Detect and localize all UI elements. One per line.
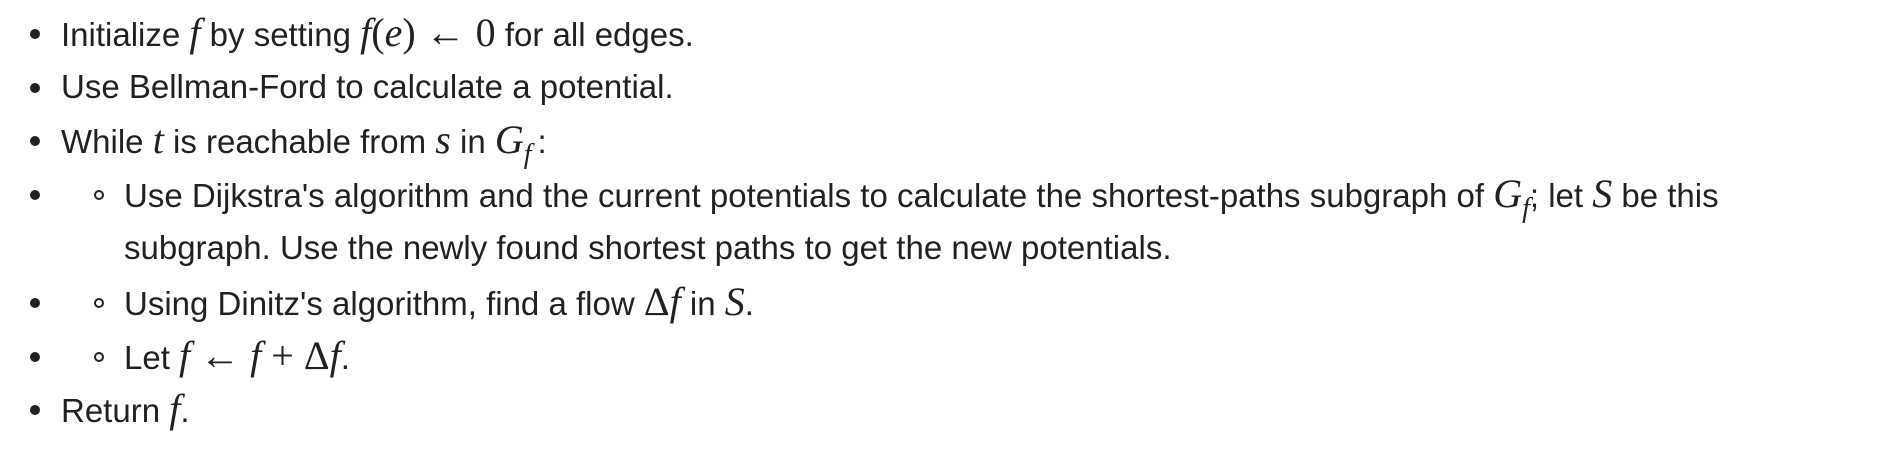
text-span: Using Dinitz's algorithm, find a flow: [124, 285, 644, 322]
text-span: While: [61, 123, 153, 160]
math-arrow: ←: [190, 333, 251, 378]
text-span: Use Dijkstra's algorithm and the current potentials to calculate the shortest-paths subgraph of: [124, 177, 1494, 214]
sub-bullet-icon: [94, 190, 104, 200]
bullet-icon: [30, 190, 40, 200]
math-t: t: [152, 117, 164, 162]
math-f: f: [669, 279, 681, 324]
bullet-icon: [30, 29, 40, 39]
bullet-icon: [30, 136, 40, 146]
list-item-text: [61, 382, 190, 438]
math-f: f: [250, 333, 262, 378]
list-item-text: [124, 329, 350, 385]
text-span: is reachable from: [163, 123, 436, 160]
bullet-icon: [30, 352, 40, 362]
bullet-icon: [30, 298, 40, 308]
list-item-text: Use Bellman-Ford to calculate a potential.: [61, 68, 674, 105]
text-span: Return: [61, 392, 170, 429]
text-span: ; let: [1529, 177, 1593, 214]
math-f: f: [329, 333, 341, 378]
math-S: S: [724, 279, 745, 324]
math-G: G: [1493, 171, 1523, 216]
sub-bullet-icon: [94, 352, 104, 362]
text-span: .: [744, 285, 754, 322]
list-item-text: [124, 275, 754, 331]
math-e: e: [384, 10, 403, 55]
math-f: f: [169, 386, 181, 431]
text-span: :: [537, 123, 547, 160]
list-item-text: [124, 167, 1719, 226]
math-S: S: [1592, 171, 1613, 216]
text-span: by setting: [200, 16, 361, 53]
math-paren: (: [371, 10, 385, 55]
bullet-icon: [30, 405, 40, 415]
math-s: s: [435, 117, 451, 162]
text-span: in: [680, 285, 725, 322]
math-delta: Δ: [643, 279, 670, 324]
math-f: f: [189, 10, 201, 55]
math-G: G: [494, 117, 524, 162]
text-span: in: [450, 123, 495, 160]
text-span: .: [340, 339, 350, 376]
text-span: Initialize: [61, 16, 190, 53]
math-assign-zero: ) ← 0: [402, 10, 496, 55]
text-span: for all edges.: [495, 16, 694, 53]
math-f: f: [360, 10, 372, 55]
text-span: Let: [124, 339, 180, 376]
math-plus-delta: + Δ: [261, 333, 330, 378]
list-item-text: subgraph. Use the newly found shortest paths to get the new potentials.: [124, 229, 1172, 266]
list-item-text: [61, 6, 694, 62]
sub-bullet-icon: [94, 298, 104, 308]
text-span: .: [180, 392, 190, 429]
list-item-text: [61, 113, 547, 172]
math-subscript-f: f: [523, 139, 532, 170]
math-subscript-f: f: [1522, 193, 1530, 224]
math-f: f: [179, 333, 191, 378]
text-span: be this: [1612, 177, 1719, 214]
bullet-icon: [30, 83, 40, 93]
